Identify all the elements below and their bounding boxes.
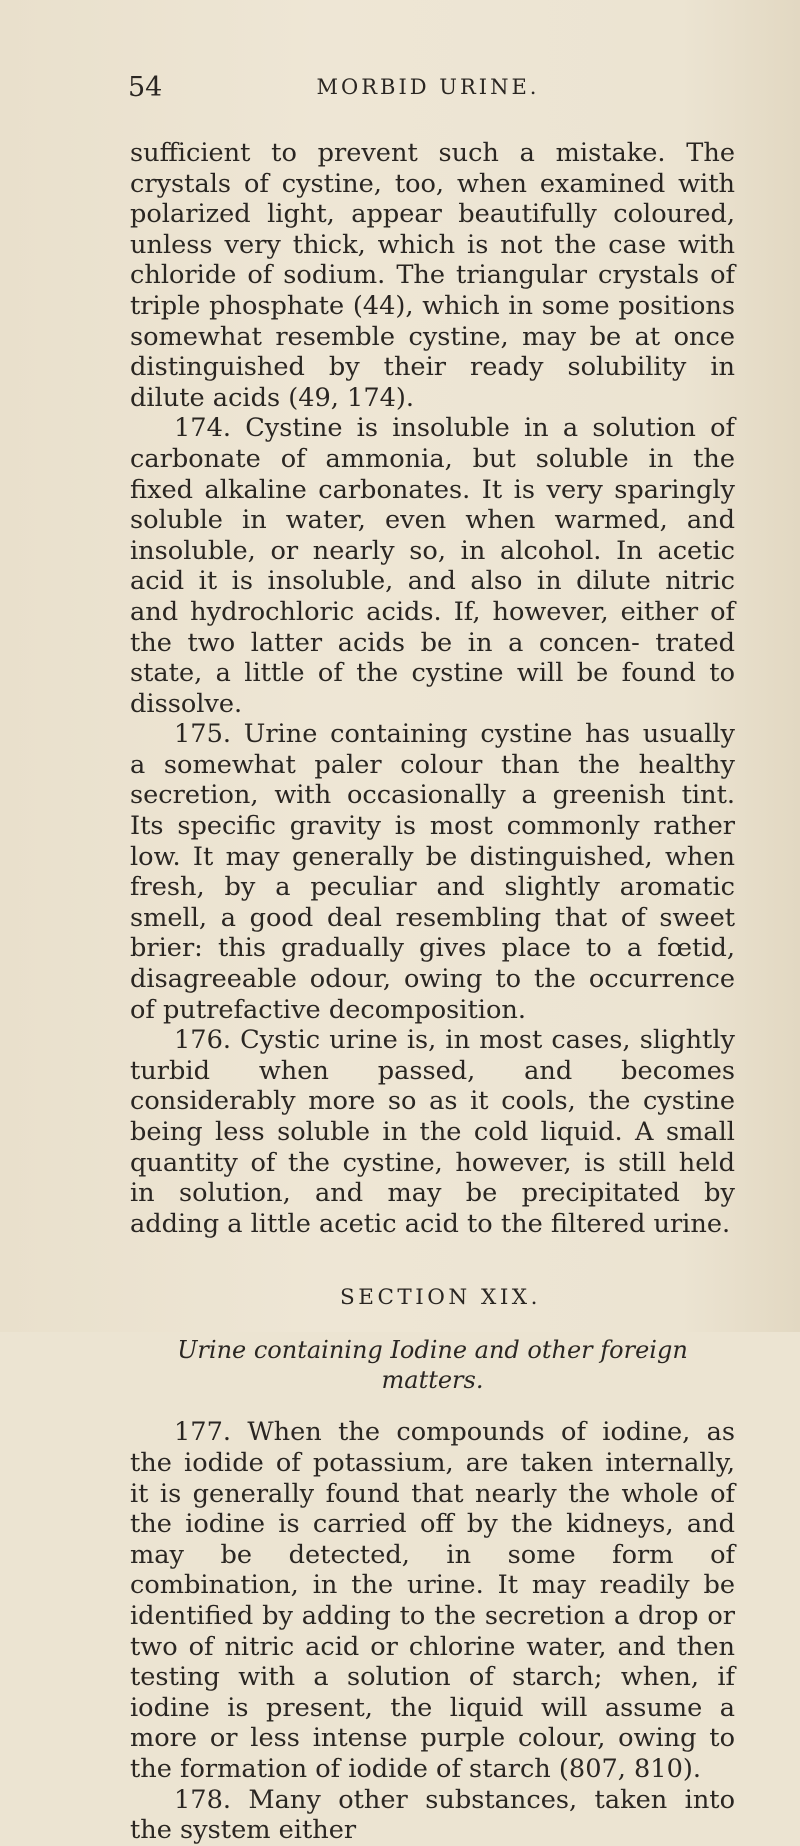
page-body	[130, 138, 735, 1846]
page-number: 54	[128, 72, 163, 103]
paragraph-175: 175. Urine containing cystine has usually a somewhat paler colour than the healthy secretion, with occasionally a greenish tint. Its specific gravity is most commonly rather low. It may generally be distinguished, when fresh, by a peculiar and slightly aromatic smell, a good deal resembling that of sweet brier: this gradually gives place to a fœtid, disagreeable odour, owing to the occurrence of putrefactive decomposition.	[130, 719, 735, 1025]
section-heading: SECTION XIX.	[340, 1285, 541, 1311]
paragraph-176: 176. Cystic urine is, in most cases, slightly turbid when passed, and becomes considerably more so as it cools, the cystine being less soluble in the cold liquid. A small quantity of the cystine, however, is still held in solution, and may be precipitated by adding a little acetic acid to the filtered urine.	[130, 1025, 735, 1239]
section-subtitle: Urine containing Iodine and other foreign matters.	[177, 1336, 688, 1395]
paragraph-177: 177. When the compounds of iodine, as the iodide of potassium, are taken internally, it is generally found that nearly the whole of the iodine is carried off by the kidneys, and may be detected, in some form of combination, in the urine. It may readily be identified by adding to the secretion a drop or two of nitric acid or chlorine water, and then testing with a solution of starch; when, if iodine is present, the liquid will assume a more or less intense purple colour, owing to the formation of iodide of starch (807, 810).	[130, 1417, 735, 1784]
paragraph-continued: sufficient to prevent such a mistake. The crystals of cystine, too, when examined with polarized light, appear beautifully coloured, unless very thick, which is not the case with chloride of sodium. The triangular crystals of triple phosphate (44), which in some positions somewhat resemble cystine, may be at once distinguished by their ready solubility in dilute acids (49, 174).	[130, 138, 735, 413]
paragraph-178: 178. Many other substances, taken into the system either	[130, 1784, 735, 1846]
running-head: MORBID URINE.	[316, 75, 540, 99]
paragraph-174: 174. Cystine is insoluble in a solution of carbonate of ammonia, but soluble in the fixed alkaline carbonates. It is very sparingly soluble in water, even when warmed, and insoluble, or nearly so, in alcohol. In acetic acid it is insoluble, and also in dilute nitric and hydrochloric acids. If, however, either of the two latter acids be in a concen- trated state, a little of the cystine will be found to dissolve.	[130, 413, 735, 719]
page-header	[128, 72, 728, 112]
